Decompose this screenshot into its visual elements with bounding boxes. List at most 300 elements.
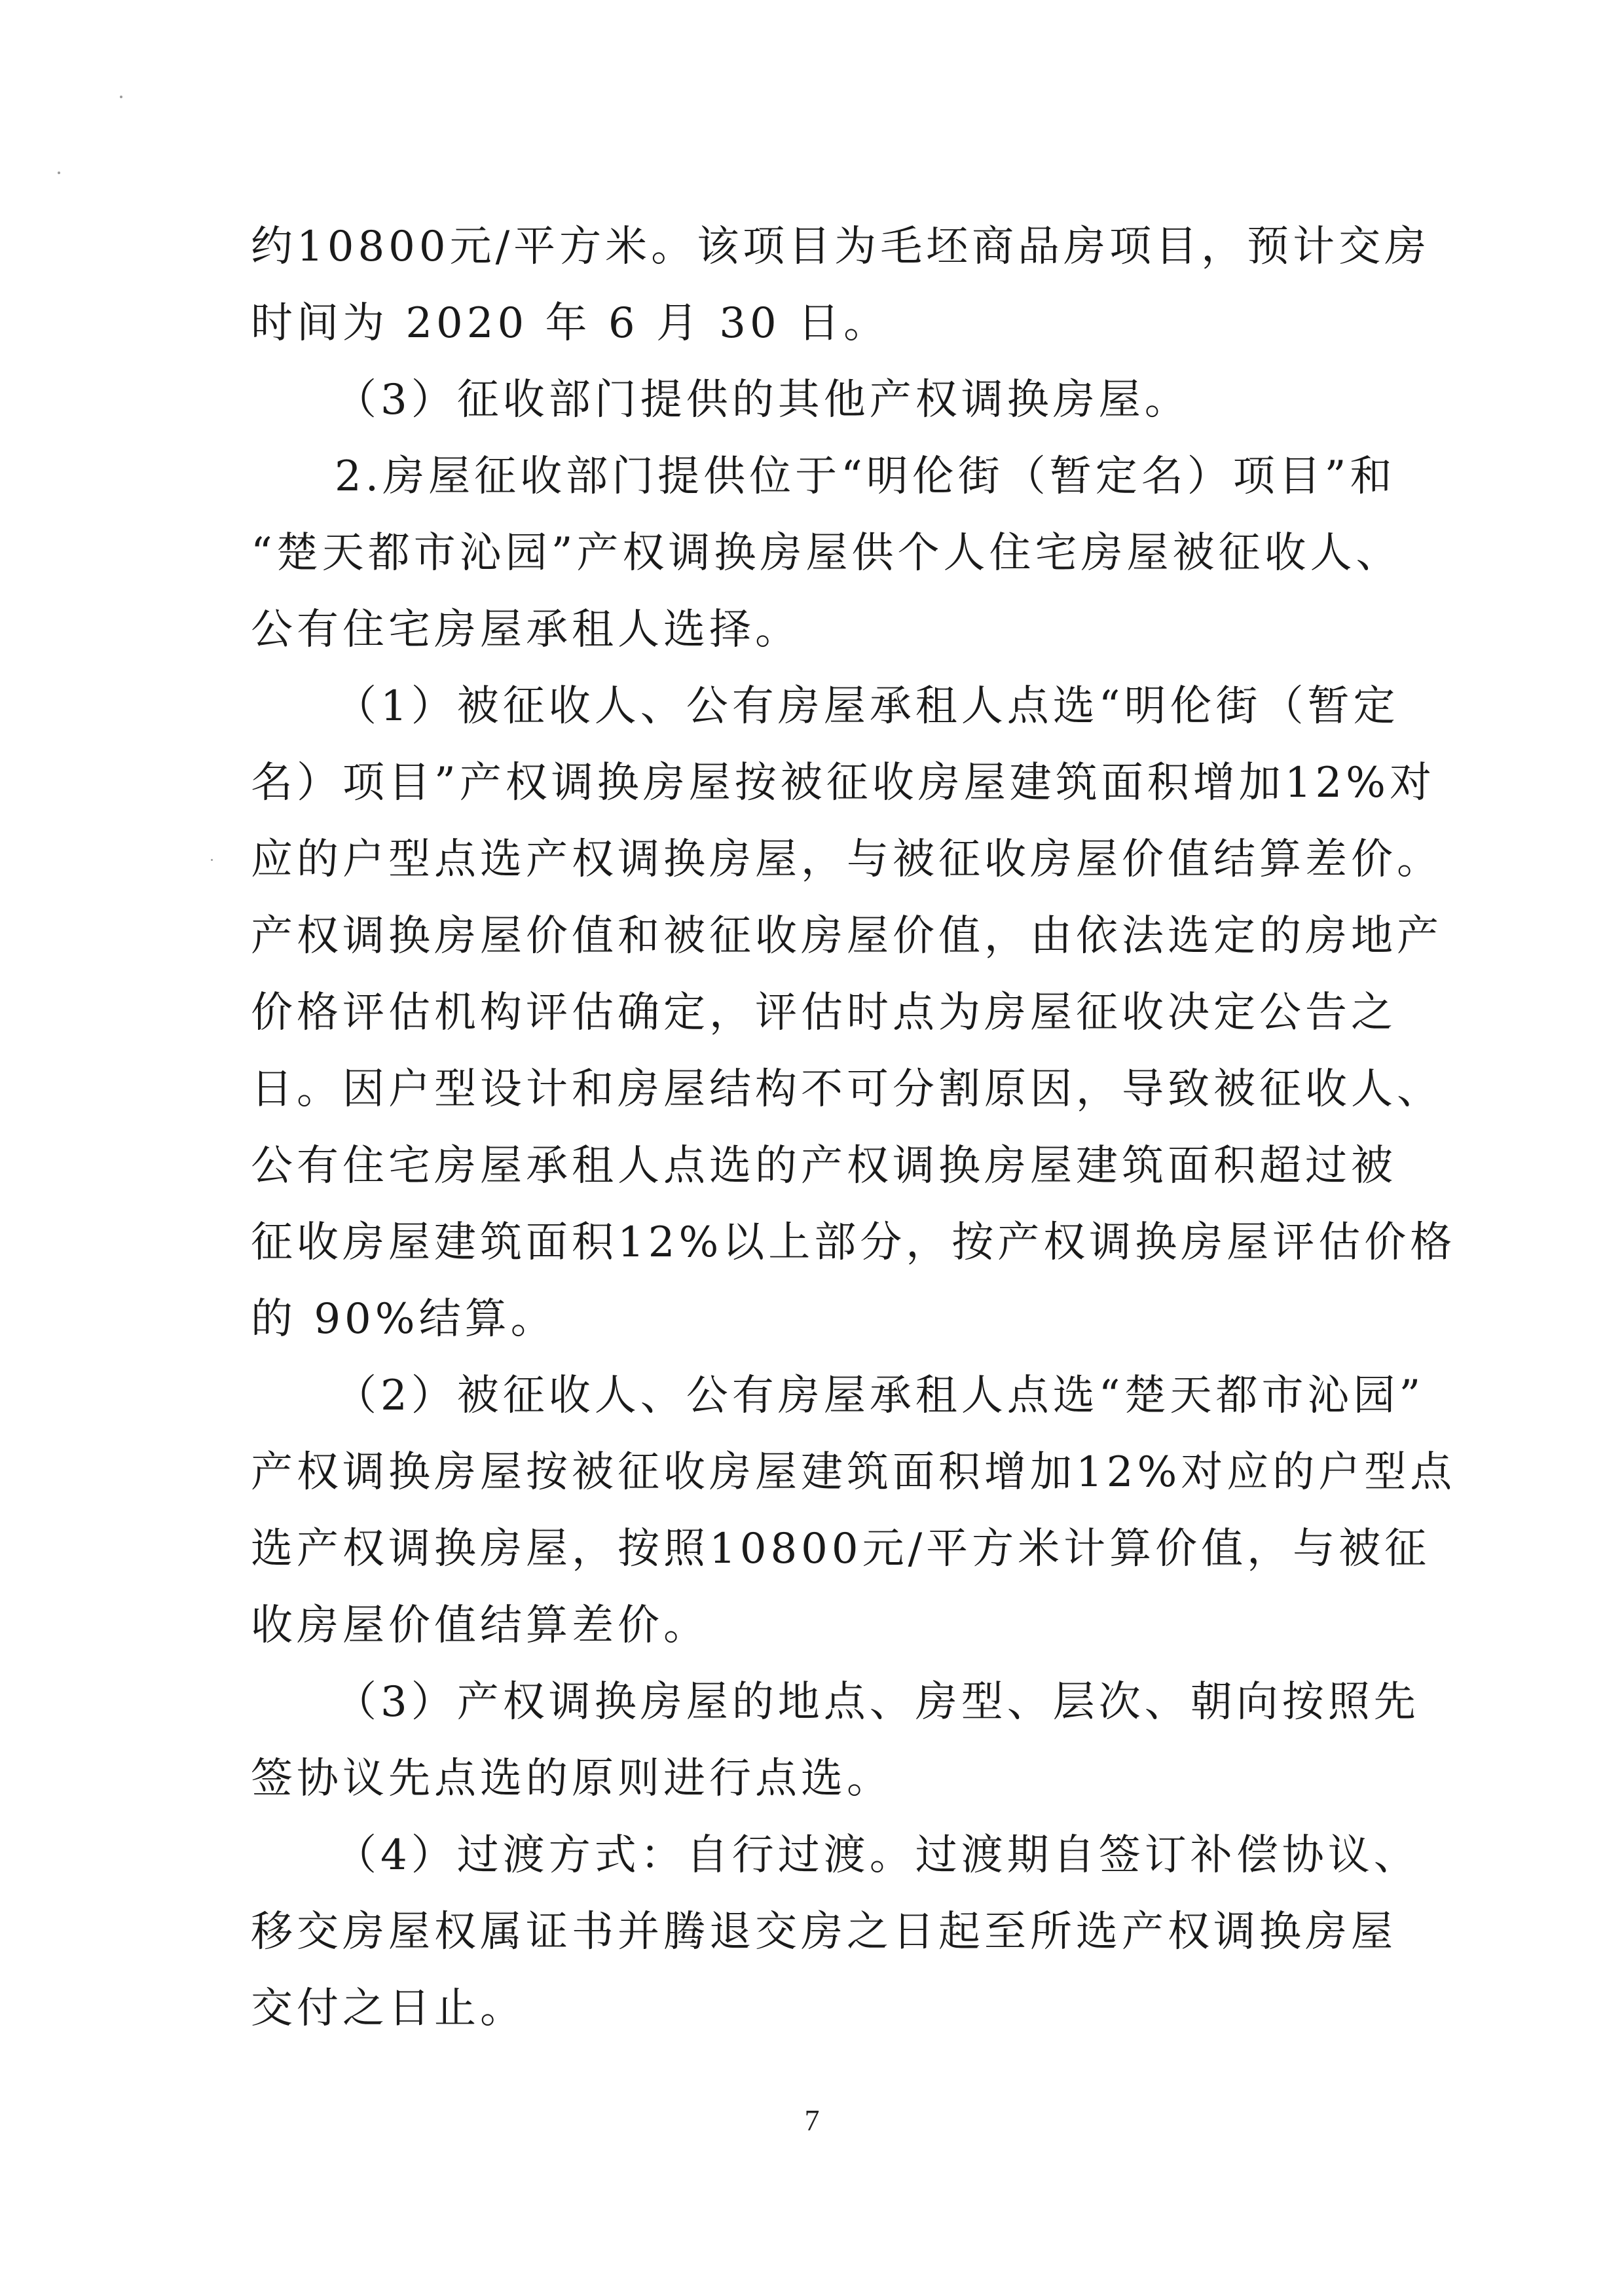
glyph: 屋 xyxy=(688,758,735,807)
glyph: 楚 xyxy=(276,528,322,577)
glyph: （ xyxy=(335,1371,380,1420)
glyph: 街 xyxy=(957,452,1004,501)
glyph: 点 xyxy=(1410,1448,1456,1497)
glyph: 伦 xyxy=(912,452,958,501)
glyph: 由 xyxy=(1030,911,1076,960)
glyph: 房 xyxy=(1030,835,1076,884)
glyph: 渡 xyxy=(961,1831,1007,1880)
glyph: 收 xyxy=(663,1448,709,1497)
glyph: 定 xyxy=(1213,911,1259,960)
text-line xyxy=(251,438,1396,515)
document-body xyxy=(251,208,1456,2047)
glyph: 0 xyxy=(327,222,358,271)
glyph: 值 xyxy=(572,911,618,960)
glyph: 日 xyxy=(251,1065,297,1114)
glyph: 屋 xyxy=(823,1371,870,1420)
glyph: 房 xyxy=(709,1448,755,1497)
glyph: ， xyxy=(572,1524,618,1573)
glyph: 收 xyxy=(548,682,595,731)
glyph: 暂 xyxy=(1049,452,1096,501)
glyph: 结 xyxy=(709,1065,755,1114)
glyph: 住 xyxy=(342,1141,388,1190)
glyph: 房 xyxy=(1080,528,1127,577)
glyph: 换 xyxy=(714,528,760,577)
glyph: 房 xyxy=(618,1065,663,1114)
glyph: 被 xyxy=(663,911,709,960)
glyph: 房 xyxy=(434,1141,480,1190)
text-line: 交付之日止。 xyxy=(251,1984,526,2033)
glyph: 1 xyxy=(709,1524,740,1573)
glyph: ” xyxy=(1399,1371,1425,1420)
glyph: 部 xyxy=(814,1218,860,1267)
glyph: 屋 xyxy=(755,1448,801,1497)
glyph: 屋 xyxy=(805,528,852,577)
glyph: 换 xyxy=(594,1677,640,1726)
glyph: 房 xyxy=(1384,222,1431,271)
glyph: 2 xyxy=(648,1218,679,1267)
glyph: 目 xyxy=(1155,222,1202,271)
glyph: 建 xyxy=(1009,758,1056,807)
glyph: ， xyxy=(1076,1065,1122,1114)
glyph: （ xyxy=(1003,452,1050,501)
glyph: 超 xyxy=(1259,1141,1305,1190)
glyph: 。 xyxy=(651,222,697,271)
glyph: 屋 xyxy=(480,911,526,960)
glyph: 估 xyxy=(388,988,434,1037)
glyph: % xyxy=(1346,758,1390,807)
glyph: 天 xyxy=(322,528,368,577)
glyph: 屋 xyxy=(1227,1218,1273,1267)
glyph: 订 xyxy=(1144,1831,1190,1880)
glyph: 价 xyxy=(1155,1524,1202,1573)
glyph: 约 xyxy=(251,222,297,271)
glyph: 平 xyxy=(926,1524,972,1573)
text-line xyxy=(251,1893,1397,1970)
glyph: 次 xyxy=(1098,1677,1145,1726)
glyph: 之 xyxy=(847,1907,893,1956)
glyph: 房 xyxy=(777,1371,824,1420)
glyph: 致 xyxy=(1168,1065,1213,1114)
glyph: 协 xyxy=(1282,1831,1328,1880)
glyph: 宅 xyxy=(1035,528,1081,577)
glyph: 评 xyxy=(342,988,388,1037)
glyph: 方 xyxy=(972,1524,1018,1573)
glyph: 积 xyxy=(572,1218,618,1267)
glyph: 伦 xyxy=(1170,682,1216,731)
glyph: 房 xyxy=(801,1907,847,1956)
glyph: （ xyxy=(335,1831,380,1880)
glyph: 有 xyxy=(297,1141,342,1190)
glyph: / xyxy=(908,1524,927,1573)
glyph: 估 xyxy=(572,988,618,1037)
glyph: 房 xyxy=(342,1907,388,1956)
glyph: “ xyxy=(1098,1371,1124,1420)
glyph: 调 xyxy=(342,911,388,960)
glyph: 街 xyxy=(1215,682,1262,731)
glyph: 征 xyxy=(502,682,549,731)
glyph: 应 xyxy=(1227,1448,1273,1497)
glyph: 平 xyxy=(513,222,560,271)
glyph: 腾 xyxy=(663,1907,709,1956)
text-line: 的 90%结算。 xyxy=(251,1294,557,1343)
glyph: 权 xyxy=(505,758,551,807)
glyph: 换 xyxy=(597,758,643,807)
glyph: 属 xyxy=(480,1907,526,1956)
glyph: 期 xyxy=(1006,1831,1053,1880)
glyph: 的 xyxy=(731,1677,778,1726)
glyph: ， xyxy=(1201,222,1247,271)
glyph: 被 xyxy=(1351,1141,1397,1190)
glyph: 换 xyxy=(1259,1907,1305,1956)
glyph: 屋 xyxy=(1076,835,1122,884)
glyph: 产 xyxy=(526,835,572,884)
glyph: 为 xyxy=(938,988,984,1037)
glyph: 地 xyxy=(777,1677,824,1726)
glyph: 构 xyxy=(480,988,526,1037)
glyph: 被 xyxy=(1213,1065,1259,1114)
glyph: 的 xyxy=(1259,911,1305,960)
glyph: 0 xyxy=(801,1524,832,1573)
glyph: 房 xyxy=(984,1141,1030,1190)
glyph: 0 xyxy=(739,1524,771,1573)
glyph: 换 xyxy=(388,911,434,960)
glyph: 之 xyxy=(1351,988,1397,1037)
glyph: 屋 xyxy=(963,758,1010,807)
glyph: 征 xyxy=(938,835,984,884)
glyph: 换 xyxy=(388,1448,434,1497)
glyph: 换 xyxy=(938,1141,984,1190)
glyph: 产 xyxy=(297,1524,342,1573)
glyph: 差 xyxy=(1305,835,1351,884)
glyph: 收 xyxy=(297,1218,342,1267)
glyph: 人 xyxy=(618,1141,663,1190)
text-line: 时间为 2020 年 6 月 30 日。 xyxy=(251,299,890,348)
glyph: 朝 xyxy=(1190,1677,1236,1726)
glyph: 权 xyxy=(1043,1218,1090,1267)
glyph: 权 xyxy=(434,1907,480,1956)
glyph: 产 xyxy=(251,1448,297,1497)
glyph: 价 xyxy=(1351,835,1397,884)
glyph: 对 xyxy=(1181,1448,1227,1497)
glyph: 至 xyxy=(984,1907,1030,1956)
glyph: 房 xyxy=(801,911,847,960)
glyph: 交 xyxy=(297,1907,342,1956)
glyph: 分 xyxy=(860,1218,906,1267)
text-line xyxy=(251,1510,1431,1587)
glyph: （ xyxy=(335,1677,380,1726)
glyph: 征 xyxy=(826,758,872,807)
glyph: 上 xyxy=(768,1218,815,1267)
glyph: 被 xyxy=(1338,1524,1385,1573)
glyph: 构 xyxy=(755,1065,801,1114)
glyph: 1 xyxy=(380,682,411,731)
glyph: 选 xyxy=(1168,911,1213,960)
glyph: 方 xyxy=(548,1831,595,1880)
glyph: 征 xyxy=(502,1371,549,1420)
glyph: 供 xyxy=(703,452,750,501)
glyph: 4 xyxy=(380,1831,411,1880)
glyph: “ xyxy=(841,452,866,501)
glyph: 公 xyxy=(1259,988,1305,1037)
glyph: ， xyxy=(906,1218,952,1267)
glyph: 过 xyxy=(1305,1141,1351,1190)
glyph: 有 xyxy=(731,1371,778,1420)
glyph: 。 xyxy=(869,1831,915,1880)
glyph: 目 xyxy=(1278,452,1325,501)
glyph: 人 xyxy=(961,682,1007,731)
glyph: 目 xyxy=(388,758,434,807)
glyph: 移 xyxy=(251,1907,297,1956)
glyph: 2 xyxy=(1106,1448,1137,1497)
glyph: 自 xyxy=(686,1831,732,1880)
glyph: 房 xyxy=(1305,911,1351,960)
glyph: 型 xyxy=(434,1065,480,1114)
glyph: 与 xyxy=(847,835,893,884)
glyph: 项 xyxy=(342,758,388,807)
glyph: 建 xyxy=(801,1448,847,1497)
glyph: 面 xyxy=(1168,1141,1213,1190)
glyph: “ xyxy=(251,528,276,577)
glyph: 房 xyxy=(915,1677,961,1726)
glyph: 交 xyxy=(755,1907,801,1956)
glyph: 、 xyxy=(1006,1677,1053,1726)
glyph: ） xyxy=(411,1831,457,1880)
glyph: 型 xyxy=(388,835,434,884)
text-line xyxy=(251,744,1435,821)
glyph: 、 xyxy=(869,1677,915,1726)
glyph: 调 xyxy=(1213,1907,1259,1956)
glyph: 被 xyxy=(893,835,938,884)
glyph: 有 xyxy=(731,682,778,731)
glyph: 点 xyxy=(823,1677,870,1726)
scan-speck xyxy=(58,172,60,174)
glyph: . xyxy=(365,452,383,501)
glyph: 都 xyxy=(367,528,414,577)
glyph: 选 xyxy=(251,1524,297,1573)
glyph: 调 xyxy=(618,835,663,884)
glyph: 点 xyxy=(893,988,938,1037)
glyph: 租 xyxy=(915,1371,961,1420)
glyph: 为 xyxy=(834,222,881,271)
glyph: ” xyxy=(551,528,577,577)
glyph: 市 xyxy=(413,528,460,577)
text-line xyxy=(251,1664,1420,1740)
glyph: 天 xyxy=(1170,1371,1216,1420)
glyph: 于 xyxy=(795,452,841,501)
glyph: 积 xyxy=(938,1448,984,1497)
glyph: 屋 xyxy=(480,1448,526,1497)
glyph: 定 xyxy=(1095,452,1141,501)
glyph: 对 xyxy=(1389,758,1435,807)
glyph: 过 xyxy=(777,1831,824,1880)
glyph: 承 xyxy=(869,1371,915,1420)
glyph: 原 xyxy=(984,1065,1030,1114)
glyph: 换 xyxy=(1135,1218,1181,1267)
glyph: 屋 xyxy=(428,452,475,501)
glyph: 收 xyxy=(1122,988,1168,1037)
glyph: 型 xyxy=(1364,1448,1411,1497)
glyph: 屋 xyxy=(755,835,801,884)
glyph: 渡 xyxy=(502,1831,549,1880)
glyph: 屋 xyxy=(1030,988,1076,1037)
glyph: 征 xyxy=(1384,1524,1431,1573)
glyph: ， xyxy=(801,835,847,884)
glyph: 人 xyxy=(943,528,989,577)
glyph: 。 xyxy=(297,1065,342,1114)
glyph: 房 xyxy=(382,452,429,501)
glyph: 坯 xyxy=(926,222,972,271)
text-line xyxy=(251,898,1443,974)
glyph: 房 xyxy=(709,835,755,884)
glyph: 与 xyxy=(1293,1524,1339,1573)
glyph: 法 xyxy=(1122,911,1168,960)
glyph: 屋 xyxy=(480,1141,526,1190)
glyph: “ xyxy=(1098,682,1124,731)
glyph: 征 xyxy=(474,452,521,501)
glyph: 、 xyxy=(1373,1831,1420,1880)
glyph: 偿 xyxy=(1236,1831,1282,1880)
glyph: 收 xyxy=(548,1371,595,1420)
glyph: 议 xyxy=(1327,1831,1374,1880)
glyph: 确 xyxy=(618,988,663,1037)
text-line xyxy=(251,821,1443,898)
glyph: 房 xyxy=(984,988,1030,1037)
glyph: 照 xyxy=(1327,1677,1374,1726)
glyph: 屋 xyxy=(388,1218,434,1267)
glyph: % xyxy=(1137,1448,1181,1497)
glyph: 按 xyxy=(951,1218,998,1267)
glyph: 时 xyxy=(847,988,893,1037)
glyph: ， xyxy=(709,988,755,1037)
glyph: 加 xyxy=(1030,1448,1076,1497)
glyph: 加 xyxy=(1238,758,1285,807)
glyph: 型 xyxy=(961,1677,1007,1726)
glyph: 筑 xyxy=(847,1448,893,1497)
glyph: 点 xyxy=(1006,1371,1053,1420)
glyph: 人 xyxy=(1310,528,1356,577)
glyph: 2 xyxy=(380,1371,411,1420)
glyph: 房 xyxy=(642,758,689,807)
glyph: 筑 xyxy=(1122,1141,1168,1190)
glyph: 房 xyxy=(777,682,824,731)
glyph: 可 xyxy=(847,1065,893,1114)
glyph: 补 xyxy=(1190,1831,1236,1880)
glyph: 公 xyxy=(251,1141,297,1190)
glyph: 屋 xyxy=(1030,1141,1076,1190)
text-line xyxy=(251,515,1402,591)
glyph: 并 xyxy=(618,1907,663,1956)
glyph: 收 xyxy=(872,758,918,807)
glyph: 屋 xyxy=(823,682,870,731)
glyph: 明 xyxy=(866,452,912,501)
glyph: 先 xyxy=(1373,1677,1420,1726)
glyph: 房 xyxy=(434,911,480,960)
glyph: 园 xyxy=(505,528,551,577)
glyph: 沁 xyxy=(1307,1371,1354,1420)
glyph: 收 xyxy=(755,911,801,960)
glyph: 人 xyxy=(594,1371,640,1420)
glyph: 权 xyxy=(297,911,342,960)
glyph: 和 xyxy=(1350,452,1396,501)
glyph: 调 xyxy=(551,758,597,807)
glyph: ” xyxy=(434,758,460,807)
glyph: 该 xyxy=(697,222,743,271)
glyph: 积 xyxy=(1213,1141,1259,1190)
glyph: 被 xyxy=(780,758,826,807)
glyph: 房 xyxy=(1181,1218,1227,1267)
text-line: 收房屋价值结算差价。 xyxy=(251,1601,709,1650)
glyph: 值 xyxy=(1168,835,1213,884)
glyph: 、 xyxy=(1356,528,1402,577)
glyph: 提 xyxy=(657,452,704,501)
glyph: 毛 xyxy=(880,222,927,271)
glyph: 调 xyxy=(668,528,714,577)
glyph: ） xyxy=(297,758,342,807)
glyph: ， xyxy=(984,911,1030,960)
glyph: 被 xyxy=(456,682,503,731)
glyph: 调 xyxy=(893,1141,938,1190)
glyph: 预 xyxy=(1247,222,1293,271)
glyph: 产 xyxy=(997,1218,1044,1267)
glyph: 因 xyxy=(342,1065,388,1114)
glyph: 方 xyxy=(559,222,606,271)
glyph: 地 xyxy=(1351,911,1397,960)
glyph: 产 xyxy=(1397,911,1443,960)
glyph: 分 xyxy=(893,1065,938,1114)
glyph: 换 xyxy=(434,1524,480,1573)
glyph: 按 xyxy=(734,758,781,807)
text-line xyxy=(251,208,1431,285)
glyph: 增 xyxy=(984,1448,1030,1497)
text-line xyxy=(251,1127,1397,1204)
glyph: 房 xyxy=(917,758,964,807)
glyph: 屋 xyxy=(526,1524,572,1573)
glyph: 米 xyxy=(605,222,652,271)
glyph: 户 xyxy=(1318,1448,1365,1497)
glyph: 产 xyxy=(576,528,623,577)
glyph: 面 xyxy=(1101,758,1147,807)
glyph: 户 xyxy=(388,1065,434,1114)
glyph: 屋 xyxy=(1126,528,1173,577)
glyph: 、 xyxy=(640,682,686,731)
glyph: 评 xyxy=(1272,1218,1319,1267)
glyph: 选 xyxy=(1052,682,1099,731)
glyph: 不 xyxy=(801,1065,847,1114)
glyph: 被 xyxy=(572,1448,618,1497)
glyph: 户 xyxy=(342,835,388,884)
glyph: 房 xyxy=(760,528,806,577)
glyph: 所 xyxy=(1030,1907,1076,1956)
glyph: 点 xyxy=(1006,682,1053,731)
glyph: 值 xyxy=(1201,1524,1247,1573)
glyph: 1 xyxy=(1284,758,1316,807)
glyph: 屋 xyxy=(847,911,893,960)
glyph: 位 xyxy=(749,452,796,501)
glyph: 项 xyxy=(1232,452,1279,501)
glyph: 0 xyxy=(831,1524,862,1573)
glyph: 选 xyxy=(480,835,526,884)
glyph: 割 xyxy=(938,1065,984,1114)
glyph: 格 xyxy=(1410,1218,1456,1267)
glyph: 积 xyxy=(1147,758,1193,807)
glyph: 3 xyxy=(380,1677,411,1726)
glyph: 的 xyxy=(297,835,342,884)
glyph: 产 xyxy=(459,758,506,807)
glyph: 向 xyxy=(1236,1677,1282,1726)
glyph: 行 xyxy=(731,1831,778,1880)
glyph: 和 xyxy=(618,911,663,960)
glyph: 依 xyxy=(1076,911,1122,960)
